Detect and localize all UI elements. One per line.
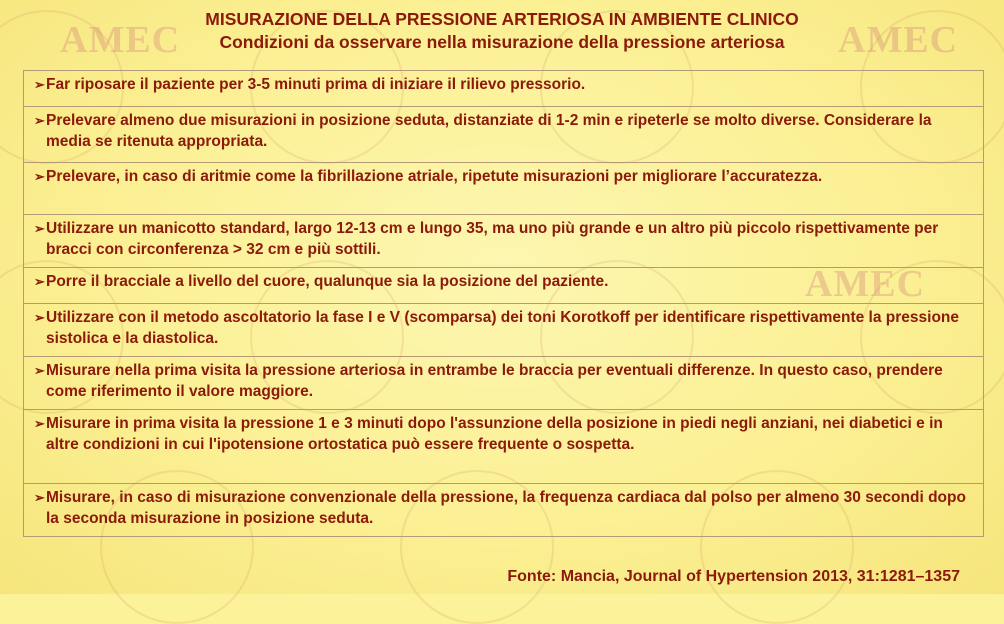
table-row [23, 304, 984, 357]
table-row [23, 107, 984, 163]
source-citation: Fonte: Mancia, Journal of Hypertension 2013, 31:1281–1357 [507, 568, 960, 585]
arrow-bullet-icon: ➢ [34, 363, 45, 378]
condition-text: Prelevare, in caso di aritmie come la fibrillazione atriale, ripetute misurazioni per migliorare l’accuratezza. [46, 168, 823, 185]
arrow-bullet-icon: ➢ [34, 416, 45, 431]
condition-text: Misurare, in caso di misurazione convenzionale della pressione, la frequenza cardiaca dal polso per almeno 30 secondi dopo la seconda misurazione in posizione seduta. [46, 489, 966, 527]
watermark-logo: AMEC [805, 263, 926, 305]
condition-text: Misurare in prima visita la pressione 1 e 3 minuti dopo l'assunzione della posizione in piedi negli anziani, nei diabetici e in altre condizioni in cui l'ipotensione ortostatica può essere frequente o sospetta. [46, 415, 943, 453]
conditions-table [23, 70, 984, 537]
condition-text: Utilizzare con il metodo ascoltatorio la fase I e V (scomparsa) dei toni Korotkoff per identificare rispettivamente la pressione sistolica e la diastolica. [46, 309, 960, 347]
arrow-bullet-icon: ➢ [34, 169, 45, 184]
watermark-logo: AMEC [838, 19, 959, 61]
arrow-bullet-icon: ➢ [34, 490, 45, 505]
table-row [23, 410, 984, 484]
condition-text: Misurare nella prima visita la pressione arteriosa in entrambe le braccia per eventuali differenze. In questo caso, prendere come riferimento il valore maggiore. [46, 362, 943, 400]
condition-text: Porre il bracciale a livello del cuore, qualunque sia la posizione del paziente. [46, 273, 609, 290]
table-row [23, 484, 984, 537]
table-row [23, 163, 984, 215]
watermark-logo: AMEC [60, 19, 181, 61]
slide-title: MISURAZIONE DELLA PRESSIONE ARTERIOSA IN AMBIENTE CLINICO [205, 9, 799, 29]
arrow-bullet-icon: ➢ [34, 77, 45, 92]
arrow-bullet-icon: ➢ [34, 113, 45, 128]
table-row [23, 268, 984, 304]
arrow-bullet-icon: ➢ [34, 310, 45, 325]
condition-text: Utilizzare un manicotto standard, largo 12-13 cm e lungo 35, ma uno più grande e un altro più piccolo rispettivamente per bracci con circonferenza > 32 cm e più sottili. [46, 220, 939, 258]
condition-text: Far riposare il paziente per 3-5 minuti prima di iniziare il rilievo pressorio. [46, 76, 586, 93]
table-row [23, 357, 984, 410]
table-row [23, 215, 984, 268]
arrow-bullet-icon: ➢ [34, 274, 45, 289]
condition-text: Prelevare almeno due misurazioni in posizione seduta, distanziate di 1-2 min e ripeterle se molto diverse. Considerare la media se ritenuta appropriata. [46, 112, 932, 150]
arrow-bullet-icon: ➢ [34, 221, 45, 236]
table-row [23, 71, 984, 107]
slide-subtitle: Condizioni da osservare nella misurazione della pressione arteriosa [219, 32, 785, 52]
